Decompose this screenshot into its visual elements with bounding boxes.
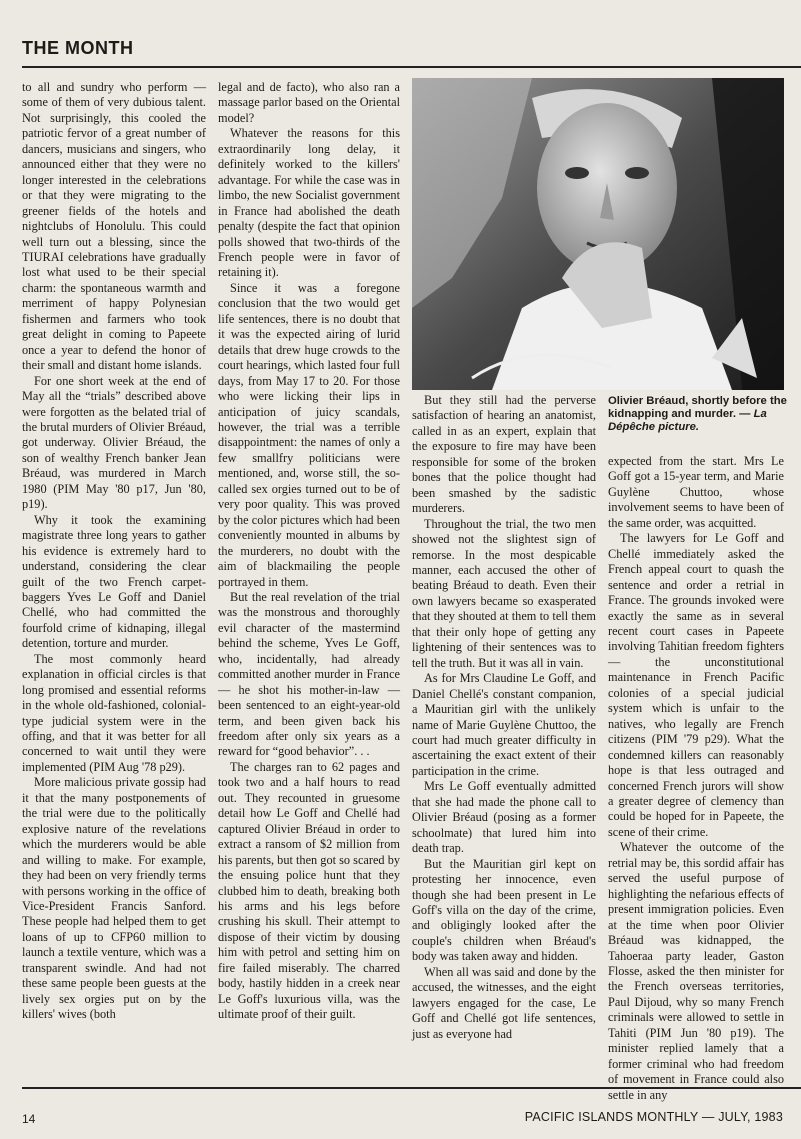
paragraph: Whatever the reasons for this extraordinarily long delay, it definitely worked to the killers' advantage. For while the case was in limbo, the new Socialist government in France had abolished the death penalty (despite the fact that opinion polls showed that two-thirds of the French people were in favor of retaining it). [218,126,400,280]
caption-text: Olivier Bréaud, shortly before the kidnapping and murder. — [608,395,787,420]
footer-rule [22,1087,801,1089]
portrait-photo-illustration [412,78,784,390]
paragraph: Mrs Le Goff eventually admitted that she had made the phone call to Olivier Bréaud (posing as a former schoolmate) that lured him into death trap. [412,779,596,856]
paragraph: But they still had the perverse satisfaction of hearing an anatomist, called in as an expert, explain that the exposure to fire may have been responsible for some of the broken bones that the police thought had been smashed by the sadistic murderers. [412,393,596,516]
paragraph: But the real revelation of the trial was the monstrous and thoroughly evil character of the mastermind behind the scheme, Yves Le Goff, who, incidentally, had already committed another murder in France — he shot his mother-in-law — been sentenced to an eight-year-old term, and been given back his freedom after only six years as a reward for “good behavior”. . . [218,589,400,759]
caption-credit: La Dépêche picture. [608,408,767,433]
publication-footer: PACIFIC ISLANDS MONTHLY — JULY, 1983 [524,1110,783,1124]
paragraph: The most commonly heard explanation in official circles is that long promised and essential reforms in the whole old-fashioned, colonial-type judicial system were in the offing, and that it was better for all concerned to wait until they were implemented (PIM Aug '78 p29). [22,651,206,774]
paragraph: As for Mrs Claudine Le Goff, and Daniel Chellé's constant companion, a Mauritian girl with the unlikely name of Marie Guylène Chuttoo, the court had much greater difficulty in ascertaining the exact extent of their participation in the crime. [412,671,596,778]
paragraph: The lawyers for Le Goff and Chellé immediately asked the French appeal court to quash the sentence and order a retrial in France. The grounds invoked were exactly the same as in several recent court cases in Papeete involving Tahitian freedom fighters — the unconstitutional maintenance in French Pacific colonies of a special judicial system which is unfair to the natives, who legally are French citizens (PIM '79 p29). What the condemned killers can reasonably hope is that less outraged and concerned French jurors will show a greater degree of clemency than could be hoped for in Papeete, the scene of their crime. [608,531,784,839]
paragraph: Whatever the outcome of the retrial may be, this sordid affair has served the useful purpose of highlighting the nefarious effects of present immigration policies. Even at the time when poor Olivier Bréaud was kidnapped, the Tahoeraa party leader, Gaston Flosse, asked the then minister for the French overseas territories, Paul Dijoud, why so many French criminals were allowed to settle in Tahiti (PIM Jun '80 p19). The minister replied lamely that a former criminal who had freedom of movement in France could also settle in any [608,840,784,1102]
paragraph: When all was said and done by the accused, the witnesses, and the eight lawyers engaged for the case, Le Goff and Chellé got life sentences, just as everyone had [412,964,596,1041]
header-rule [22,66,801,68]
paragraph: More malicious private gossip had it that the many postponements of the trial were due to the politically explosive nature of the revelations which the murderers would be able and willing to make. For example, they had been on very friendly terms with persons working in the office of Vice-President Francis Sanford. These people had helped them to get loans of up to CFP60 million to launch a textile venture, which was a transparent swindle. And had not these same people been guests at the lively sex orgies put on by the killers' wives (both [22,775,206,1022]
paragraph: The charges ran to 62 pages and took two and a half hours to read out. They recounted in gruesome detail how Le Goff and Chellé had captured Olivier Bréaud in order to extract a ransom of $2 million from his parents, but then got so scared by the ensuing police hunt that they clubbed him to death, breaking both his arms and his legs before crushing his skull. Their attempt to dispose of their victim by dousing him with petrol and setting him on fire failed miserably. The charred body, hastily hidden in a creek near Le Goff's luxurious villa, was the ultimate proof of their guilt. [218,759,400,1022]
paragraph: expected from the start. Mrs Le Goff got a 15-year term, and Marie Guylène Chuttoo, whose involvement seems to have been of the same order, was acquitted. [608,454,784,530]
paragraph: Throughout the trial, the two men showed not the slightest sign of remorse. In the most despicable manner, each accused the other of beating Bréaud to death. Even their own lawyers became so exasperated that they shouted at them to tell them that their only hope of getting any lightening of their sentences was to tell the truth. But it was all in vain. [412,516,596,670]
paragraph: to all and sundry who perform — some of them of very dubious talent. Not surprisingly, this cooled the patriotic fervor of a great number of dancers, musicians and singers, who announced either that they were no longer interested in the celebrations or that they were migrating to the greener fields of the hotels and nightclubs of Honolulu. This could well turn out a blessing, since the TIURAI celebrations have gradually lost what used to be their special charm: the spontaneous warmth and merriment of happy Polynesian fishermen and farmers who took great delight in coming to Papeete once a year to defend the honor of their small and distant home islands. [22,80,206,373]
paragraph: But the Mauritian girl kept on protesting her innocence, even though she had been present in Le Goff's villa on the day of the crime, and obligingly looked after the couple's children when Bréaud's body was taken away and hidden. [412,856,596,964]
paragraph: Why it took the examining magistrate three long years to gather his evidence is extremely hard to understand, considering the clear guilt of the two French carpet-baggers Yves Le Goff and Daniel Chellé, who had committed the fourfold crime of kidnaping, illegal detention, torture and murder. [22,512,206,651]
portrait-photo [412,78,784,390]
article-column-3 [412,393,596,1042]
paragraph: legal and de facto), who also ran a massage parlor based on the Oriental model? [218,80,400,125]
page-number: 14 [22,1112,36,1126]
article-column-2 [218,80,400,1023]
photo-caption [608,395,788,434]
section-title: THE MONTH [22,38,134,58]
paragraph: Since it was a foregone conclusion that the two would get life sentences, there is no doubt that it was the expected airing of lurid details that drew huge crowds to the court hearings, which lasted four full days, from May 17 to 20. For those who were licking their lips in anticipation of juicy scandals, however, the trial was a terrible disappointment: the names of only a few smallfry politicians were mentioned, and, worse still, the so-called sex orgies turned out to be of very poor quality. This was proved by the color pictures which had been conveniently mounted in albums by the murderers, no doubt with the aim of blackmailing the people portrayed in them. [218,280,400,589]
article-column-4 [608,454,784,1103]
article-column-1 [22,80,206,1023]
paragraph: For one short week at the end of May all the “trials” described above were forgotten as the belated trial of the brutal murders of Olivier Bréaud, got underway. Olivier Bréaud, the son of wealthy French banker Jean Bréaud, was murdered in March 1980 (PIM May '80 p17, Jun '80, p19). [22,373,206,512]
